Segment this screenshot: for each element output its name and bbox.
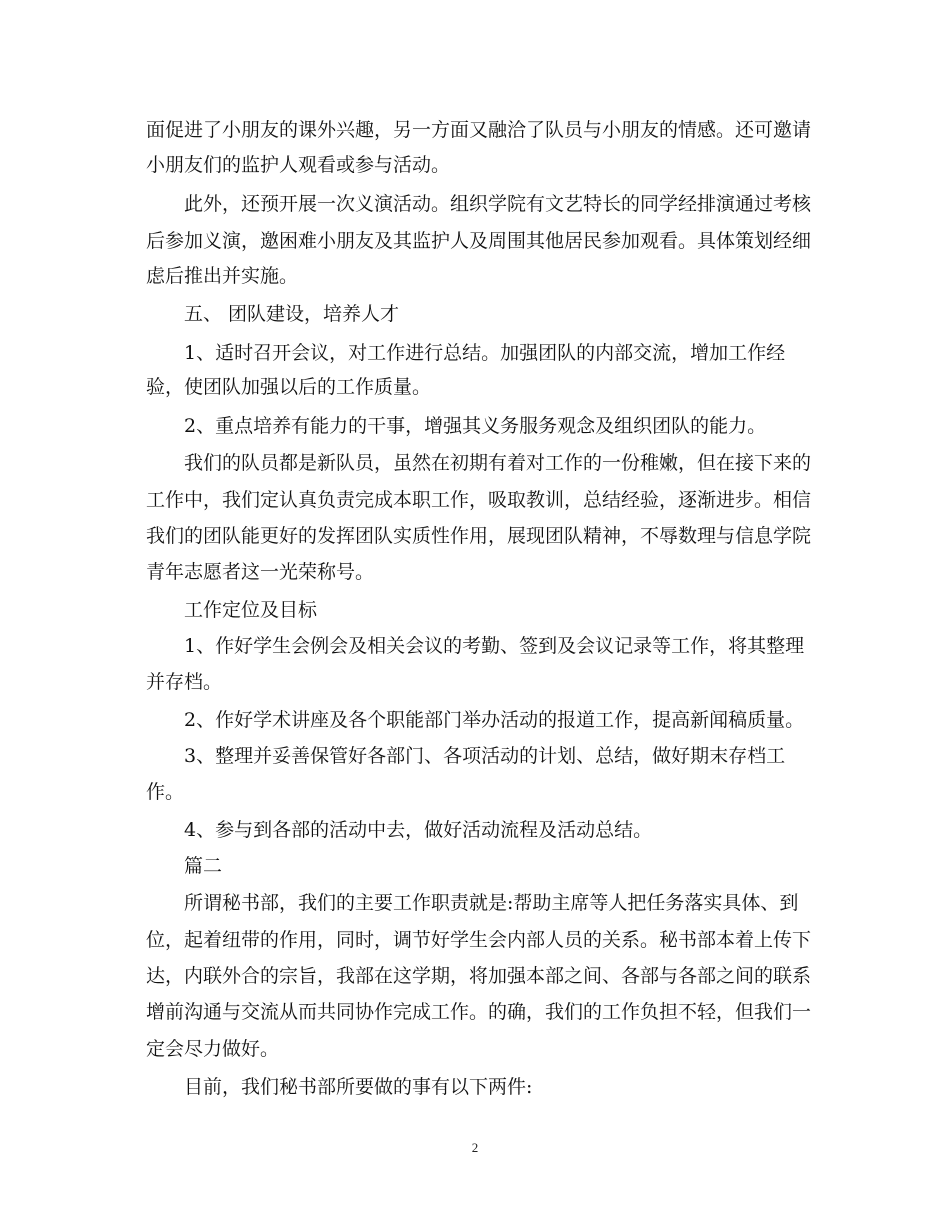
text-line: 定会尽力做好。: [146, 1038, 280, 1060]
text-line: 并存档。: [146, 671, 223, 693]
section-heading: 五、 团队建设，培养人才: [184, 303, 400, 325]
text-line: 增前沟通与交流从而共同协作完成工作。的确，我们的工作负担不轻，但我们一: [146, 1001, 812, 1023]
text-line: 目前，我们秘书部所要做的事有以下两件:: [184, 1076, 533, 1098]
text-line: 虑后推出并实施。: [146, 265, 299, 287]
text-line: 2、作好学术讲座及各个职能部门举办活动的报道工作，提高新闻稿质量。: [184, 709, 805, 731]
text-line: 后参加义演，邀困难小朋友及其监护人及周围其他居民参加观看。具体策划经细: [146, 230, 812, 252]
text-line: 我们的团队能更好的发挥团队实质性作用，展现团队精神，不辱数理与信息学院: [146, 525, 812, 547]
section-heading: 工作定位及目标: [184, 599, 318, 621]
text-line: 1、适时召开会议，对工作进行总结。加强团队的内部交流，增加工作经: [184, 342, 786, 364]
text-line: 位，起着纽带的作用，同时，调节好学生会内部人员的关系。秘书部本着上传下: [146, 929, 812, 951]
text-line: 2、重点培养有能力的干事，增强其义务服务观念及组织团队的能力。: [184, 415, 767, 437]
page-number: 2: [471, 1140, 479, 1155]
text-line: 4、参与到各部的活动中去，做好活动流程及活动总结。: [184, 819, 653, 841]
text-line: 工作中，我们定认真负责完成本职工作，吸取教训，总结经验，逐渐进步。相信: [146, 489, 812, 511]
text-line: 所谓秘书部，我们的主要工作职责就是:帮助主席等人把任务落实具体、到: [184, 892, 799, 914]
text-line: 作。: [146, 781, 185, 803]
text-line: 小朋友们的监护人观看或参与活动。: [146, 154, 451, 176]
text-line: 验，使团队加强以后的工作质量。: [146, 376, 432, 398]
text-line: 面促进了小朋友的课外兴趣，另一方面又融洽了队员与小朋友的情感。还可邀请: [146, 119, 812, 141]
section-heading: 篇二: [184, 855, 223, 877]
text-line: 青年志愿者这一光荣称号。: [146, 561, 375, 583]
text-line: 3、整理并妥善保管好各部门、各项活动的计划、总结，做好期末存档工: [184, 745, 786, 767]
text-line: 此外，还预开展一次义演活动。组织学院有文艺特长的同学经排演通过考核: [184, 193, 812, 215]
text-line: 1、作好学生会例会及相关会议的考勤、签到及会议记录等工作，将其整理: [184, 635, 805, 657]
text-line: 达，内联外合的宗旨，我部在这学期，将加强本部之间、各部与各部之间的联系: [146, 965, 812, 987]
text-line: 我们的队员都是新队员，虽然在初期有着对工作的一份稚嫩，但在接下来的: [184, 452, 812, 474]
